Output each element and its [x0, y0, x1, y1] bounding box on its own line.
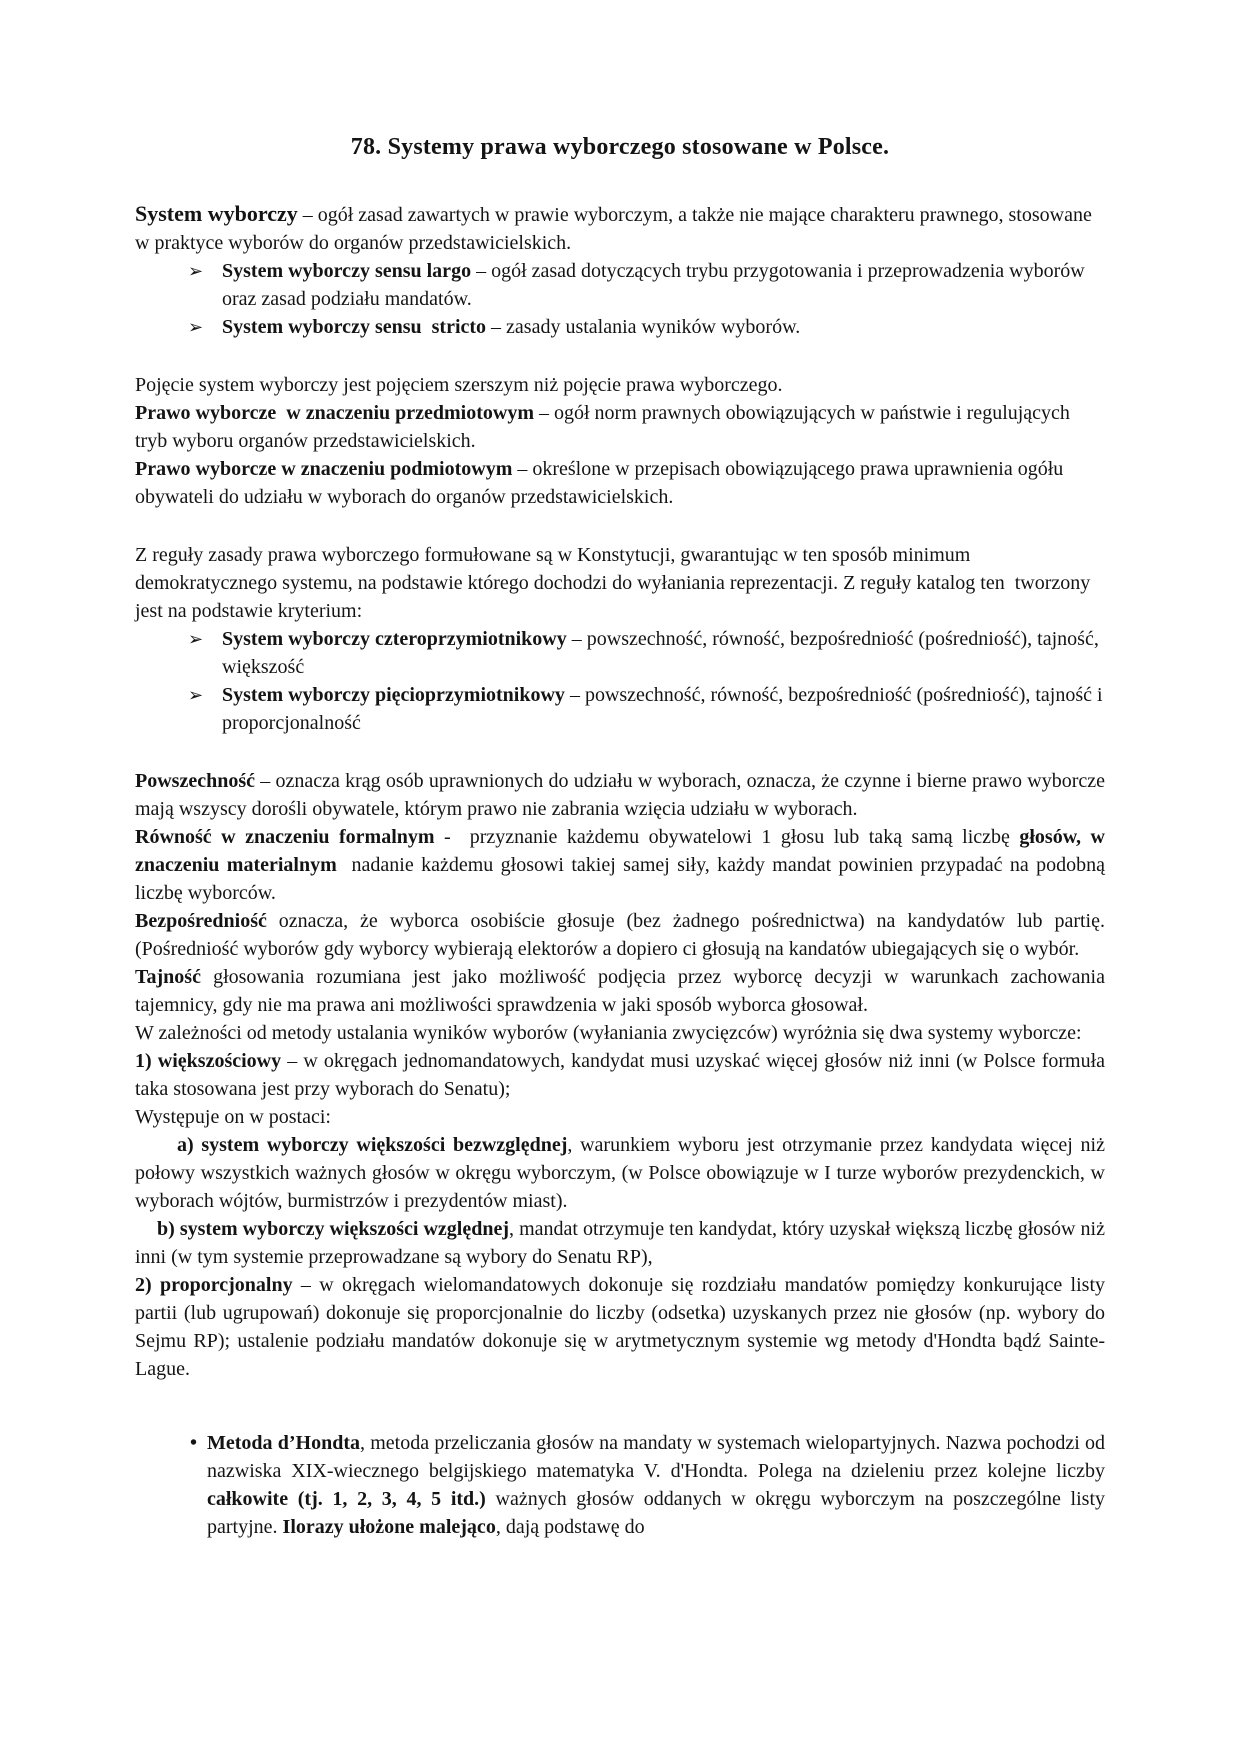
- bold-text-run: 2) proporcjonalny: [135, 1274, 293, 1296]
- text-run: W zależności od metody ustalania wyników wyborów (wyłaniania zwycięzców) wyróżnia się dwa systemy wyborcze:: [135, 1022, 1082, 1044]
- paragraph: [135, 399, 1105, 455]
- list-item-text: [222, 257, 1105, 313]
- document-title: 78. Systemy prawa wyborczego stosowane w Polsce.: [350, 134, 890, 160]
- list-item-text: [222, 313, 1105, 341]
- text-run: – ogół zasad dotyczących trybu przygotowania i przeprowadzenia wyborów oraz zasad podziału mandatów.: [222, 260, 1085, 310]
- bold-text-run: System wyborczy pięcioprzymiotnikowy: [222, 684, 565, 706]
- text-run: głosowania rozumiana jest jako możliwość podjęcia przez wyborcę decyzji w warunkach zachowania tajemnicy, gdy nie ma prawa ani możliwości sprawdzenia w jaki sposób wyborca głosował.: [135, 966, 1105, 1016]
- list-item-text: [222, 681, 1105, 737]
- bold-text-run: System wyborczy sensu stricto: [222, 316, 487, 338]
- text-run: Z reguły zasady prawa wyborczego formułowane są w Konstytucji, gwarantując w ten sposób minimum demokratycznego systemu, na podstawie którego dochodzi do wyłaniania reprezentacji. Z reguły katalog ten tworzony jest na podstawie kryterium:: [135, 544, 1091, 622]
- text-run: – określone w przepisach obowiązującego prawa uprawnienia ogółu obywateli do udziału w wyborach do organów przedstawicielskich.: [135, 458, 1064, 508]
- arrow-bullet-icon: ➢: [188, 317, 204, 337]
- bold-text-run: a) system wyborczy większości bezwzględnej: [177, 1134, 568, 1156]
- bold-text-run: b) system wyborczy większości względnej: [157, 1218, 510, 1240]
- paragraph: [135, 371, 1105, 399]
- text-run: , warunkiem wyboru jest otrzymanie przez kandydata więcej niż połowy wszystkich ważnych głosów w okręgu wyborczym, (w Polsce obowiązuje w I turze wyborów prezydenckich, w wyborach wójtów, burmistrzów i prezydentów miast).: [135, 1134, 1105, 1212]
- text-run: , metoda przeliczania głosów na mandaty w systemach wielopartyjnych. Nazwa pochodzi od nazwiska XIX-wiecznego belgijskiego matematyka V. d'Hondta. Polega na dzieleniu przez kolejne liczby: [207, 1432, 1105, 1482]
- text-run: – ogół norm prawnych obowiązujących w państwie i regulujących tryb wyboru organów przedstawicielskich.: [135, 402, 1070, 452]
- arrow-bullet-icon: ➢: [188, 685, 204, 705]
- text-run: – w okręgach wielomandatowych dokonuje się rozdziału mandatów pomiędzy konkurujące listy partii (lub ugrupowań) dokonuje się proporcjonalnie do liczby (odsetka) uzyskanych przez nie głosów (np. wybory do Sejmu RP); ustalenie podziału mandatów dokonuje się w arytmetycznym systemie wg metody d'Hondta bądź Sainte-Lague.: [135, 1274, 1106, 1380]
- bold-text-run: System wyborczy: [135, 201, 298, 226]
- bold-text-run: Równość w znaczeniu formalnym: [135, 826, 435, 848]
- paragraph: [135, 1047, 1105, 1103]
- arrow-bullet-icon: ➢: [188, 629, 204, 649]
- text-run: – oznacza krąg osób uprawnionych do udziału w wyborach, oznacza, że czynne i bierne prawo wyborcze mają wszyscy dorośli obywatele, którym prawo nie zabrania wzięcia udziału w wyborach.: [135, 770, 1105, 820]
- paragraph-spacer: [135, 341, 1105, 371]
- text-run: Występuje on w postaci:: [135, 1106, 331, 1128]
- list-item-text: [222, 625, 1105, 681]
- paragraph: [135, 541, 1105, 625]
- paragraph: [135, 455, 1105, 511]
- arrow-bullet-icon: ➢: [188, 261, 204, 281]
- paragraph-spacer: [135, 1383, 1105, 1429]
- text-run: – powszechność, równość, bezpośredniość (pośredniość), tajność, większość: [222, 628, 1099, 678]
- paragraph: [135, 767, 1105, 823]
- bold-text-run: Tajność: [135, 966, 201, 988]
- arrow-list-item: [135, 625, 1105, 681]
- bold-text-run: 1) większościowy: [135, 1050, 282, 1072]
- bold-text-run: Bezpośredniość: [135, 910, 267, 932]
- bold-text-run: całkowite (tj. 1, 2, 3, 4, 5 itd.): [207, 1488, 486, 1510]
- bold-text-run: Prawo wyborcze w znaczeniu podmiotowym: [135, 458, 513, 480]
- arrow-list-item: [135, 681, 1105, 737]
- text-run: – powszechność, równość, bezpośredniość (pośredniość), tajność i proporcjonalność: [222, 684, 1103, 734]
- paragraph: [135, 1103, 1105, 1131]
- dot-bullet-icon: •: [190, 1432, 198, 1454]
- paragraph: [135, 1271, 1105, 1383]
- paragraph: [135, 963, 1105, 1019]
- bullet-list-item: [135, 1429, 1105, 1541]
- paragraph: [135, 907, 1105, 963]
- bold-text-run: Prawo wyborcze w znaczeniu przedmiotowym: [135, 402, 534, 424]
- paragraph: [135, 1131, 1105, 1215]
- text-run: nadanie każdemu głosowi takiej samej siły, każdy mandat powinien przypadać na podobną liczbę wyborców.: [135, 854, 1105, 904]
- paragraph: [135, 200, 1105, 257]
- text-run: – zasady ustalania wyników wyborów.: [486, 316, 801, 338]
- paragraph: [135, 1019, 1105, 1047]
- arrow-list-item: [135, 257, 1105, 313]
- text-run: , dają podstawę do: [495, 1516, 645, 1538]
- bold-text-run: Metoda d’Hondta: [207, 1432, 361, 1454]
- text-run: oznacza, że wyborca osobiście głosuje (bez żadnego pośrednictwa) na kandydatów lub partię. (Pośredniość wyborów gdy wyborcy wybierają elektorów a dopiero ci głosują na kandatów ubiegających się o wybór.: [135, 910, 1105, 960]
- bold-text-run: głosów, w znaczeniu materialnym: [135, 826, 1105, 876]
- paragraph: [135, 1215, 1105, 1271]
- arrow-list-item: [135, 313, 1105, 341]
- text-run: – ogół zasad zawartych w prawie wyborczym, a także nie mające charakteru prawnego, stosowane w praktyce wyborów do organów przedstawicielskich.: [135, 204, 1092, 254]
- text-run: - przyznanie każdemu obywatelowi 1 głosu lub taką samą liczbę: [434, 826, 1020, 848]
- text-run: , mandat otrzymuje ten kandydat, który uzyskał większą liczbę głosów niż inni (w tym systemie przeprowadzane są wybory do Senatu RP),: [135, 1218, 1105, 1268]
- list-item-text: [207, 1429, 1105, 1541]
- text-run: ważnych głosów oddanych w okręgu wyborczym na poszczególne listy partyjne.: [207, 1488, 1105, 1538]
- bold-text-run: System wyborczy czteroprzymiotnikowy: [222, 628, 567, 650]
- bold-text-run: Powszechność: [135, 770, 255, 792]
- paragraph-spacer: [135, 511, 1105, 541]
- bold-text-run: System wyborczy sensu largo: [222, 260, 472, 282]
- document-body: [135, 200, 1105, 1541]
- paragraph: [135, 823, 1105, 907]
- paragraph-spacer: [135, 737, 1105, 767]
- bold-text-run: Ilorazy ułożone malejąco: [282, 1516, 496, 1538]
- text-run: Pojęcie system wyborczy jest pojęciem szerszym niż pojęcie prawa wyborczego.: [135, 374, 783, 396]
- text-run: – w okręgach jednomandatowych, kandydat musi uzyskać więcej głosów niż inni (w Polsce formuła taka stosowana jest przy wyborach do Senatu);: [135, 1050, 1105, 1100]
